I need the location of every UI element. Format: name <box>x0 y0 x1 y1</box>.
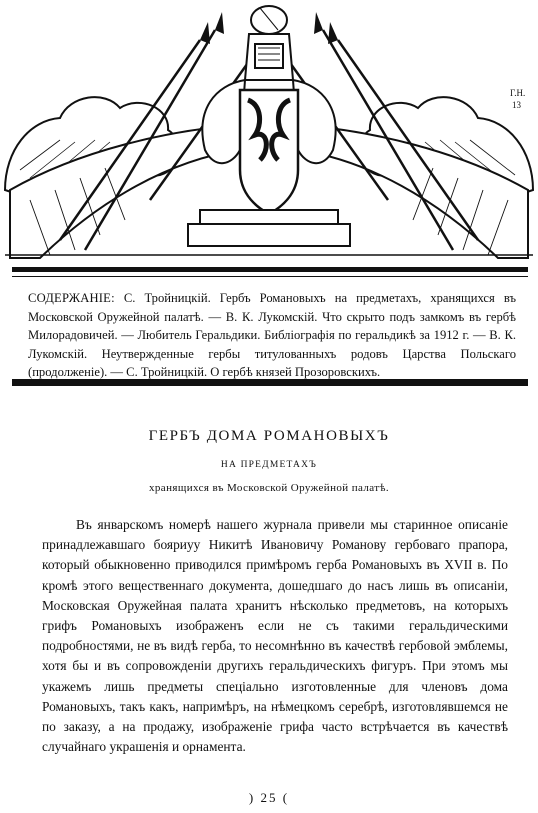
svg-text:Г.Н.: Г.Н. <box>510 88 526 98</box>
coat-of-arms-icon <box>0 0 538 262</box>
article-body <box>42 515 508 757</box>
table-of-contents <box>28 289 516 382</box>
top-rule <box>12 267 528 272</box>
article-title: ГЕРБЪ ДОМА РОМАНОВЫХЪ <box>148 428 390 444</box>
article-subtitle: НА ПРЕДМЕТАХЪ <box>220 460 318 470</box>
top-rule-thin <box>12 276 528 277</box>
bottom-rule <box>12 379 528 386</box>
page-number: ) 25 ( <box>248 790 290 805</box>
contents-label: СОДЕРЖАНІЕ: <box>28 291 115 305</box>
article-subtitle-location: хранящихся въ Московской Оружейной палатѣ. <box>149 482 389 494</box>
heraldic-banner-illustration <box>0 0 538 262</box>
contents-text: С. Тройницкій. Гербъ Романовыхъ на предметахъ, хранящихся въ Московской Оружейной палатѣ. — В. К. Лукомскій. Что скрыто подъ замкомъ въ гербѣ Милорадовичей. — Любитель Геральдики. Библіографія по геральдикѣ за 1912 г. — В. К. Лукомскій. Неутвержденные гербы титулованныхъ родовъ Царства Польскаго (продолженіе). — С. Тройницкій. О гербѣ князей Прозоровскихъ. <box>28 291 516 380</box>
svg-text:13: 13 <box>512 100 521 110</box>
article-paragraph: Въ январскомъ номерѣ нашего журнала привели мы старинное описаніе принадлежавшаго бояриyу Никитѣ Ивановичу Романову гербоваго прапора, который обыкновенно приводился примѣромъ герба Романовыхъ въ XVII в. По кромѣ этого вещественнаго документа, дошедшаго до насъ лишь въ описаніи, Московская Оружейная палата хранитъ нѣсколько предметовъ, на которыхъ грифъ Романовыхъ изображенъ если не съ такими геральдическими подробностями, не въ видѣ герба, то несомнѣнно въ качествѣ гербовой эмблемы, хотя бы и въ сопровожденіи другихъ геральдическихъ фигуръ. При этомъ мы укажемъ лишь предметы спеціально изготовленные для членовъ дома Романовыхъ, такъ какъ, напримѣръ, на нѣмецкомъ серебрѣ, изготовлявшемся не по заказу, а на продажу, изображеніе грифа часто встрѣчается въ качествѣ случайнаго украшенія и орнамента. <box>42 517 508 755</box>
